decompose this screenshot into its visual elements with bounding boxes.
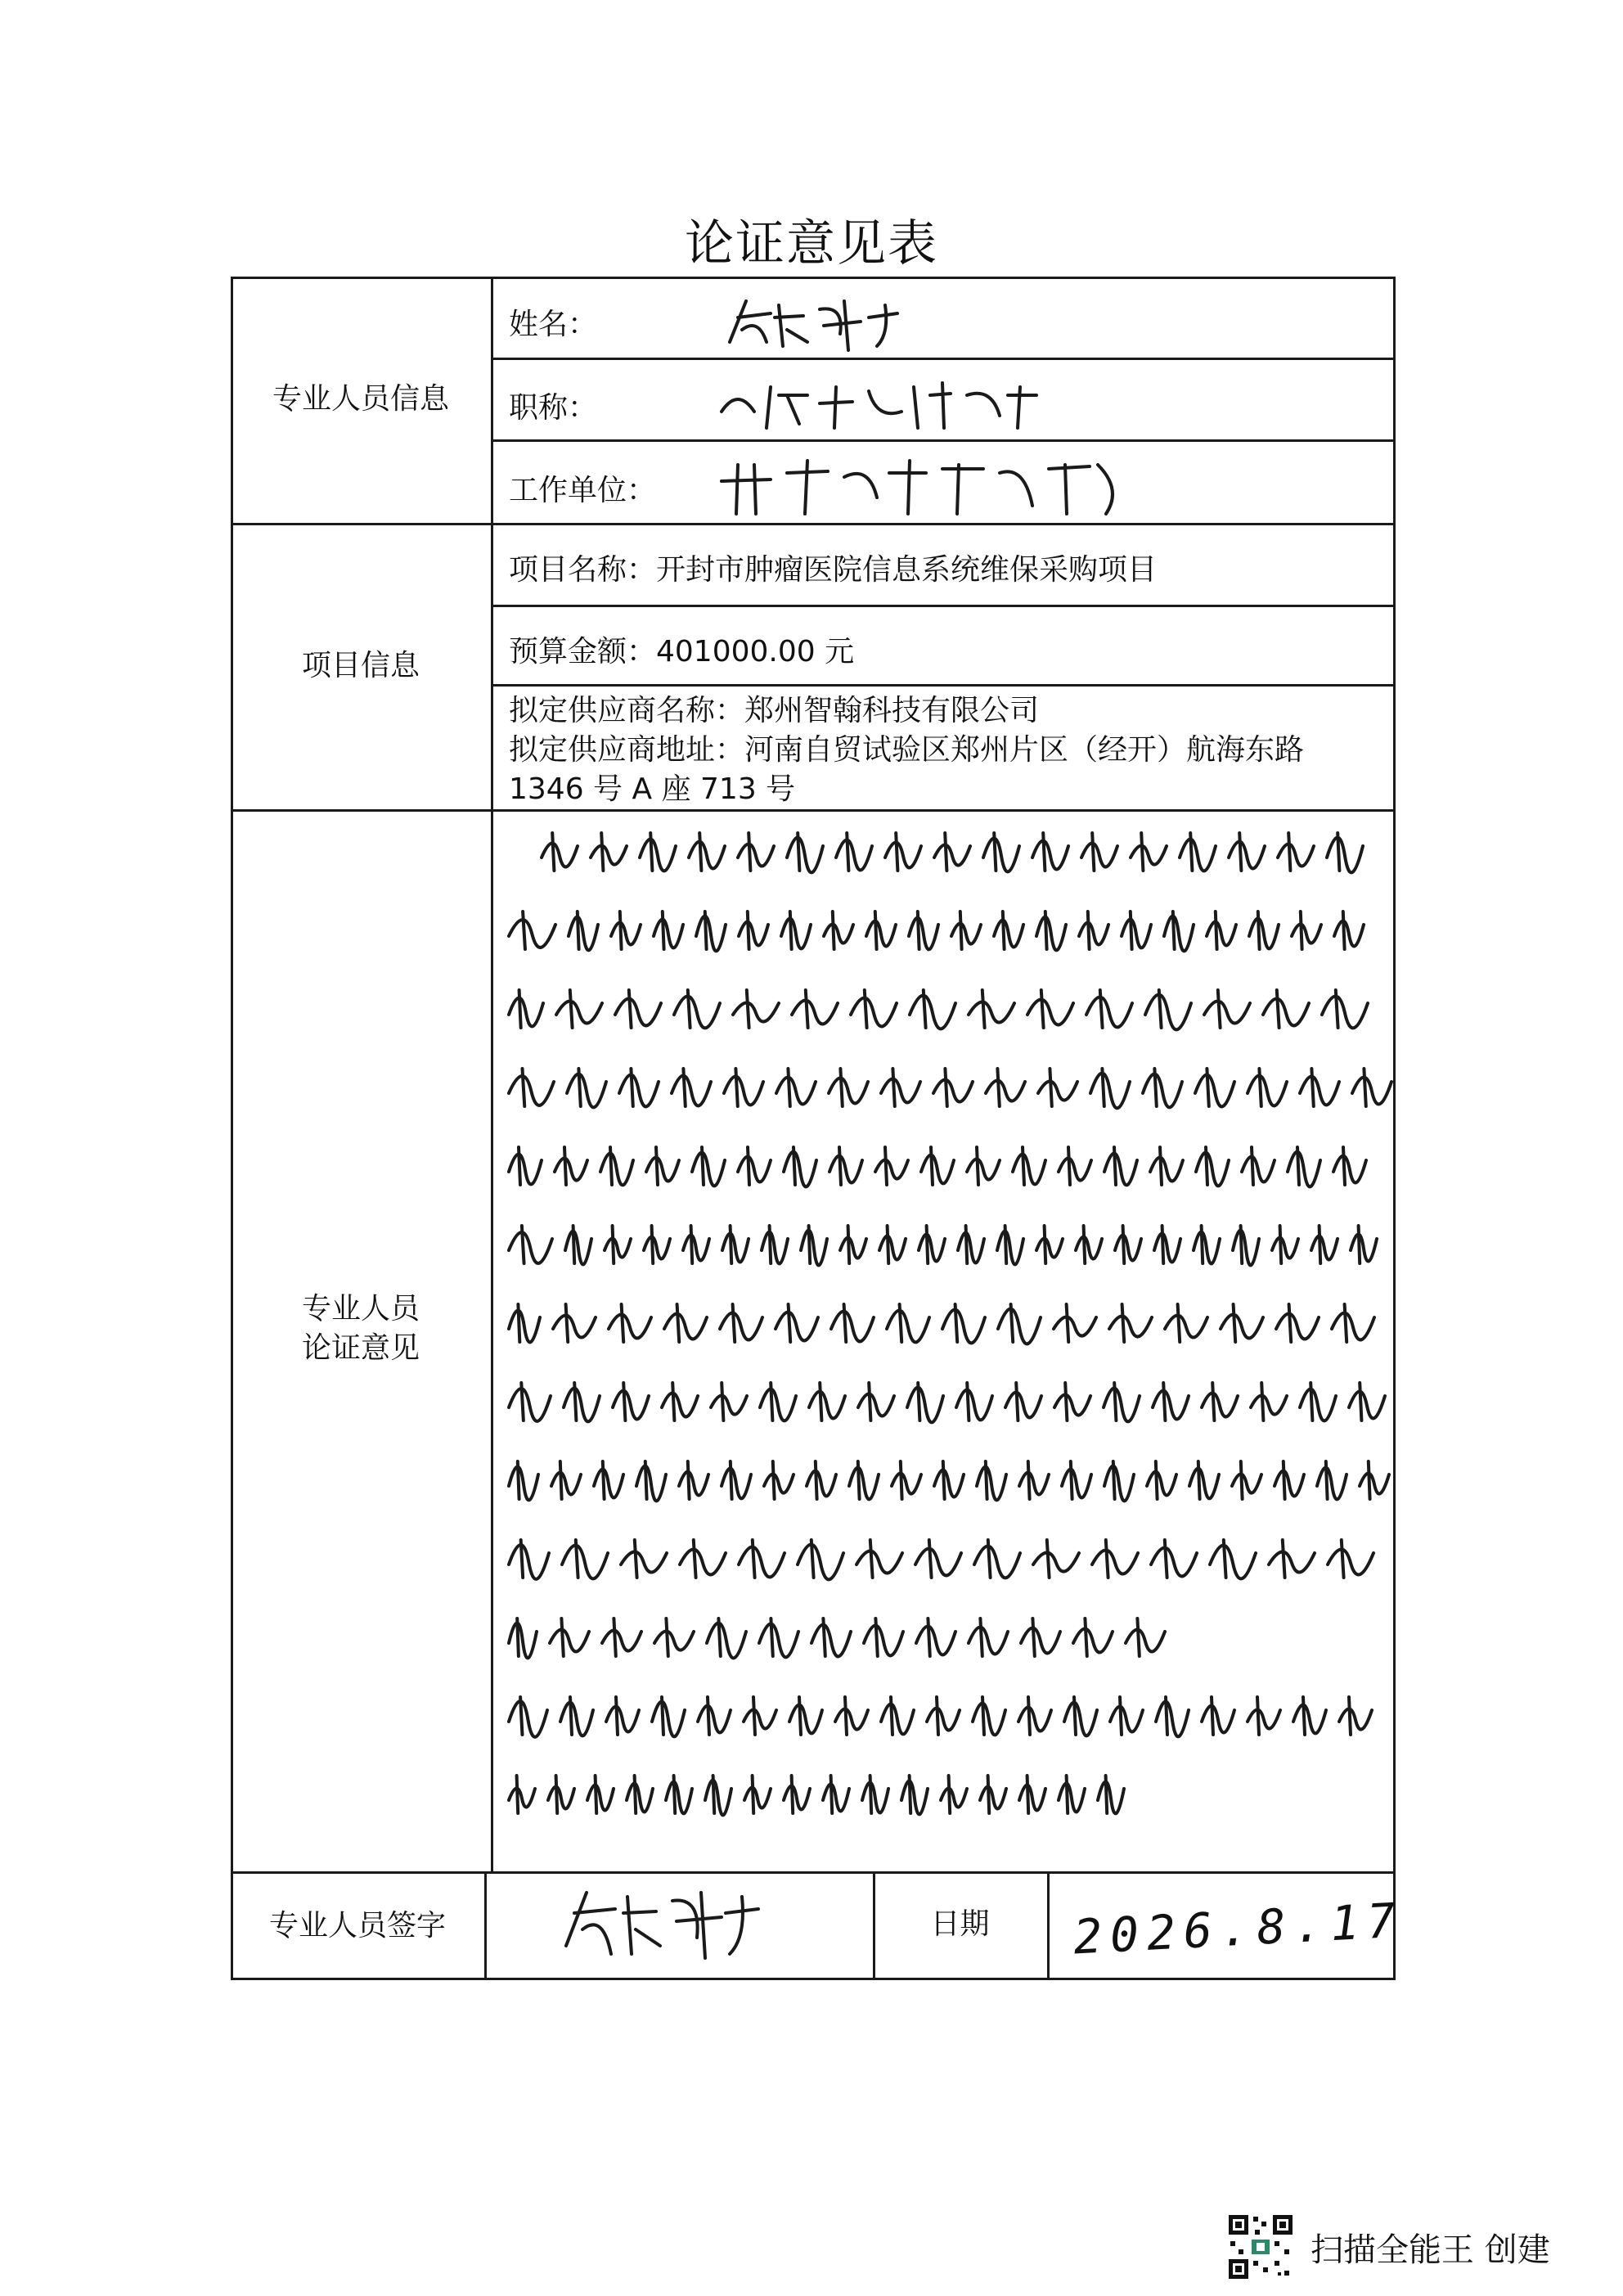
divider-project-opinion — [231, 809, 1396, 812]
supplier-address-line1: 拟定供应商地址：河南自贸试验区郑州片区（经开）航海东路 — [509, 733, 1305, 767]
sig-divider-1 — [484, 1871, 487, 1980]
qr-code-icon — [1227, 2213, 1294, 2280]
column-divider — [491, 277, 493, 1872]
divider-project-name-row — [491, 605, 1396, 607]
handwritten-job-title — [713, 371, 1057, 436]
sig-divider-3 — [1047, 1871, 1050, 1980]
handwritten-signature — [558, 1880, 771, 1970]
opinion-section-label-1: 专业人员 — [301, 1292, 420, 1326]
scanner-app-text: 扫描全能王 创建 — [1311, 2231, 1550, 2269]
handwritten-date: 2026.8.17 — [1072, 1892, 1405, 1965]
info-section-label: 专业人员信息 — [272, 382, 449, 416]
handwritten-work-unit — [713, 448, 1139, 522]
border-right — [1393, 277, 1396, 1980]
job-title-label: 职称： — [509, 391, 598, 425]
work-unit-label: 工作单位： — [509, 474, 657, 507]
divider-name-row — [491, 358, 1396, 360]
supplier-address-line2: 1346 号 A 座 713 号 — [509, 772, 796, 806]
divider-info-project — [231, 523, 1396, 525]
border-left — [231, 277, 233, 1980]
budget-amount: 预算金额：401000.00 元 — [509, 635, 855, 669]
border-bottom — [231, 1978, 1396, 1980]
opinion-section-label-2: 论证意见 — [301, 1331, 420, 1365]
divider-opinion-signature — [231, 1871, 1396, 1874]
signature-label: 专业人员签字 — [268, 1909, 446, 1943]
handwritten-opinion — [501, 817, 1384, 1864]
project-section-label: 项目信息 — [301, 649, 420, 682]
opinion-form — [231, 277, 1405, 1980]
handwritten-name-signature — [722, 293, 918, 358]
scanner-watermark — [1227, 2214, 1550, 2280]
border-top — [231, 277, 1396, 279]
supplier-name: 拟定供应商名称：郑州智翰科技有限公司 — [509, 694, 1040, 727]
divider-title-row — [491, 439, 1396, 442]
date-label: 日期 — [930, 1907, 990, 1941]
divider-budget-row — [491, 684, 1396, 687]
project-name: 项目名称：开封市肿瘤医院信息系统维保采购项目 — [509, 553, 1158, 587]
form-title: 论证意见表 — [685, 215, 938, 272]
name-label: 姓名： — [509, 308, 598, 341]
